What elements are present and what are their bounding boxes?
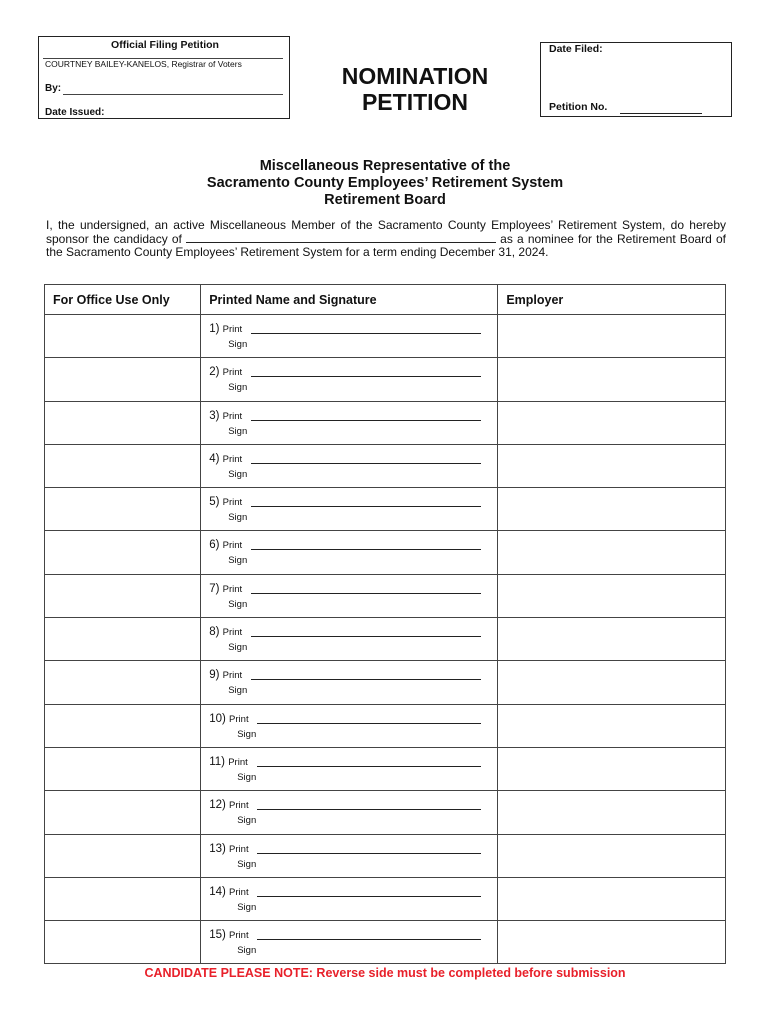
table-row [45, 315, 726, 358]
by-field[interactable] [63, 94, 283, 95]
candidate-note: CANDIDATE PLEASE NOTE: Reverse side must be completed before submission [144, 966, 626, 980]
office-use-cell [45, 315, 201, 358]
row-number: 1) [209, 323, 220, 335]
name-signature-cell [201, 401, 498, 444]
print-name-field[interactable] [251, 506, 481, 507]
print-name-field[interactable] [257, 896, 481, 897]
registrar-name: COURTNEY BAILEY-KANELOS, Registrar of Voters [45, 59, 242, 69]
table-row [45, 358, 726, 401]
office-use-cell [45, 747, 201, 790]
print-name-field[interactable] [257, 723, 481, 724]
employer-cell[interactable] [498, 401, 726, 444]
signature-table [44, 284, 726, 964]
statement-part-1: I, the undersigned, an active Miscellaneous Member of the Sacramento County Employees’ Retirement System, do hereby sponsor the candidacy of [46, 218, 726, 246]
print-text: Print [229, 713, 249, 725]
name-signature-cell [201, 921, 498, 964]
print-label [209, 756, 248, 768]
sign-label: Sign [228, 339, 248, 350]
print-name-field[interactable] [251, 376, 481, 377]
name-signature-cell [201, 791, 498, 834]
sign-label: Sign [228, 598, 248, 610]
table-row [45, 401, 726, 444]
office-use-cell [45, 661, 201, 704]
print-label [209, 366, 242, 378]
office-use-cell [45, 488, 201, 531]
employer-cell[interactable] [498, 618, 726, 661]
sign-label: Sign [228, 382, 248, 394]
print-text: Print [229, 843, 249, 855]
employer-cell[interactable] [498, 488, 726, 531]
petition-no-label: Petition No. [549, 101, 608, 113]
sign-label: Sign [237, 945, 257, 957]
print-text: Print [228, 756, 248, 768]
name-signature-cell [201, 704, 498, 747]
employer-cell[interactable] [498, 877, 726, 920]
row-number: 3) [209, 409, 220, 422]
sign-label: Sign [228, 642, 248, 654]
row-number: 7) [209, 582, 220, 595]
print-text: Print [222, 670, 243, 682]
sign-label: Sign [228, 425, 248, 437]
name-signature-cell [201, 834, 498, 877]
title-line-2: PETITION [361, 89, 469, 115]
statement-part-2: as a nominee for the Retirement Board of the Sacramento County Employees’ Retirement System for a term ending December 31, 2024. [46, 232, 726, 259]
print-text: Print [222, 627, 243, 639]
employer-cell[interactable] [498, 834, 726, 877]
employer-cell[interactable] [498, 358, 726, 401]
print-text: Print [222, 497, 243, 509]
sign-label: Sign [237, 901, 257, 913]
employer-cell[interactable] [498, 574, 726, 617]
office-use-cell [45, 444, 201, 487]
title-line-1: NOMINATION [341, 63, 489, 89]
name-signature-cell [201, 747, 498, 790]
office-use-cell [45, 401, 201, 444]
print-label [209, 713, 248, 725]
sign-label: Sign [228, 512, 248, 524]
print-text: Print [222, 583, 243, 595]
sponsor-statement [46, 219, 726, 259]
row-number: 8) [209, 626, 220, 639]
office-use-cell [45, 574, 201, 617]
candidate-name-field[interactable] [186, 232, 496, 243]
date-filed-label: Date Filed: [549, 43, 603, 55]
print-name-field[interactable] [257, 809, 481, 810]
print-text: Print [229, 800, 249, 812]
print-label [209, 453, 242, 465]
print-label [209, 626, 242, 638]
print-text: Print [222, 410, 243, 422]
official-filing-box [38, 36, 290, 119]
print-name-field[interactable] [251, 333, 481, 334]
row-number: 10) [209, 712, 226, 725]
page-title [300, 63, 530, 115]
table-row [45, 921, 726, 964]
table-header-row [45, 285, 726, 315]
sign-label: Sign [228, 685, 248, 697]
petition-no-field[interactable] [620, 113, 702, 114]
table-row [45, 791, 726, 834]
heading-line-1: Miscellaneous Representative of the [259, 158, 511, 174]
table-row [45, 747, 726, 790]
print-name-field[interactable] [251, 549, 481, 550]
sign-label: Sign [228, 468, 248, 480]
row-number: 5) [209, 496, 220, 509]
header-name-signature: Printed Name and Signature [201, 285, 498, 315]
row-number: 15) [209, 929, 226, 942]
print-text: Print [222, 453, 243, 465]
table-row [45, 877, 726, 920]
header-employer: Employer [498, 285, 726, 315]
table-row [45, 618, 726, 661]
print-name-field[interactable] [251, 636, 481, 637]
print-label [209, 929, 248, 941]
table-row [45, 574, 726, 617]
row-number: 14) [209, 885, 226, 898]
name-signature-cell [201, 531, 498, 574]
row-number: 9) [209, 669, 220, 682]
print-text: Print [222, 324, 243, 335]
employer-cell[interactable] [498, 791, 726, 834]
print-name-field[interactable] [257, 853, 481, 854]
name-signature-cell [201, 444, 498, 487]
row-number: 11) [209, 755, 225, 768]
print-text: Print [229, 930, 249, 942]
heading-line-3: Retirement Board [324, 192, 446, 208]
employer-cell[interactable] [498, 531, 726, 574]
name-signature-cell [201, 877, 498, 920]
print-name-field[interactable] [251, 679, 481, 680]
print-name-field[interactable] [257, 766, 481, 767]
name-signature-cell [201, 574, 498, 617]
name-signature-cell [201, 358, 498, 401]
employer-cell[interactable] [498, 661, 726, 704]
name-signature-cell [201, 315, 498, 358]
employer-cell[interactable] [498, 704, 726, 747]
name-signature-cell [201, 618, 498, 661]
row-number: 4) [209, 452, 220, 465]
print-label [209, 583, 242, 595]
sign-label: Sign [237, 771, 257, 783]
print-label [209, 539, 242, 551]
employer-cell[interactable] [498, 315, 726, 358]
employer-cell[interactable] [498, 444, 726, 487]
office-use-cell [45, 358, 201, 401]
office-use-cell [45, 921, 201, 964]
table-row [45, 531, 726, 574]
print-label [209, 410, 242, 422]
print-label [209, 843, 248, 855]
office-use-cell [45, 618, 201, 661]
print-text: Print [222, 540, 243, 552]
by-label: By: [45, 83, 62, 94]
employer-cell[interactable] [498, 747, 726, 790]
name-signature-cell [201, 488, 498, 531]
section-heading [0, 158, 770, 209]
print-text: Print [229, 886, 249, 898]
print-label [209, 886, 248, 898]
employer-cell[interactable] [498, 921, 726, 964]
row-number: 2) [209, 366, 220, 379]
row-number: 12) [209, 799, 226, 812]
print-name-field[interactable] [257, 939, 481, 940]
header-office-use: For Office Use Only [45, 285, 201, 315]
sign-label: Sign [228, 555, 248, 567]
name-signature-cell [201, 661, 498, 704]
filing-box-title: Official Filing Petition [111, 39, 219, 51]
heading-line-2: Sacramento County Employees’ Retirement System [206, 175, 564, 191]
table-row [45, 704, 726, 747]
date-filed-box [540, 42, 732, 117]
table-row [45, 444, 726, 487]
office-use-cell [45, 531, 201, 574]
table-row [45, 661, 726, 704]
row-number: 6) [209, 539, 220, 552]
sign-label: Sign [237, 815, 257, 827]
print-label [209, 496, 242, 508]
table-row [45, 488, 726, 531]
print-name-field[interactable] [251, 463, 481, 464]
table-row [45, 834, 726, 877]
date-issued-label: Date Issued: [45, 107, 105, 118]
print-name-field[interactable] [251, 593, 481, 594]
print-label [209, 323, 242, 335]
office-use-cell [45, 877, 201, 920]
office-use-cell [45, 834, 201, 877]
office-use-cell [45, 791, 201, 834]
print-text: Print [222, 367, 243, 379]
sign-label: Sign [237, 858, 257, 870]
print-label [209, 799, 248, 811]
print-label [209, 669, 242, 681]
sign-label: Sign [237, 728, 257, 740]
office-use-cell [45, 704, 201, 747]
print-name-field[interactable] [251, 420, 481, 421]
row-number: 13) [209, 842, 226, 855]
